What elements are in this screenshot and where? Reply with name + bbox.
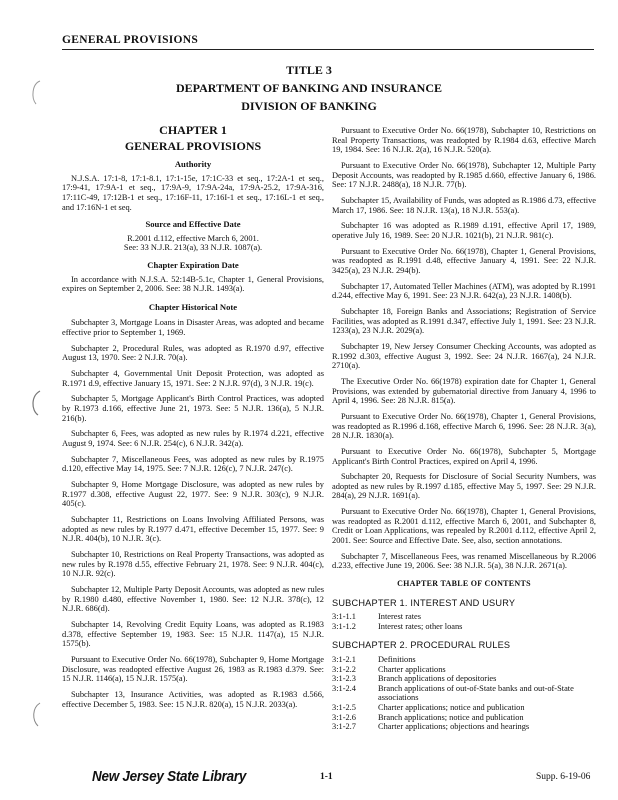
history-note: Pursuant to Executive Order No. 66(1978), Subchapter 12, Multiple Party Deposit Accounts, was readopted by R.1985 d.660, effective January 6, 1986. See: 17 N.J.R. 2488(a), 18 N.J.R. 77(b).	[332, 160, 596, 190]
header-rule	[62, 49, 594, 50]
page-number: 1-1	[320, 772, 333, 782]
binder-hole-mark	[26, 700, 50, 730]
right-column	[332, 126, 596, 732]
history-note: Subchapter 16 was adopted as R.1989 d.191, effective April 17, 1989, operative July 16, 1989. See: 20 N.J.R. 1021(b), 21 N.J.R. 981(c).	[332, 221, 596, 240]
toc-section-title: Definitions	[378, 654, 416, 664]
toc-section-title: Branch applications of out-of-State banks and out-of-State associations	[378, 683, 574, 703]
toc-section-title: Charter applications; notice and publication	[378, 702, 525, 712]
history-note: Pursuant to Executive Order No. 66(1978), Chapter 1, General Provisions, was readopted as R.2001 d.112, effective March 6, 2001, and Subchapter 8, Credit or Loan Applications, was repealed by R.2001 d.112, effective April 2, 2001. See: Source and Effective Date. See, also, section annotations.	[332, 507, 596, 546]
toc-row	[332, 722, 596, 732]
toc-section-number: 3:1-2.7	[332, 722, 356, 732]
history-note: Subchapter 6, Fees, was adopted as new rules by R.1974 d.221, effective August 9, 1974. See: 6 N.J.R. 254(c), 6 N.J.R. 342(a).	[62, 429, 324, 448]
history-note: Subchapter 3, Mortgage Loans in Disaster Areas, was adopted and became effective prior to September 1, 1969.	[62, 318, 324, 337]
chapter-title: GENERAL PROVISIONS	[124, 138, 262, 153]
toc-section-title: Interest rates	[378, 612, 422, 622]
table-of-contents	[332, 599, 596, 732]
history-note: The Executive Order No. 66(1978) expiration date for Chapter 1, General Provisions, was extended by gubernatorial directive from January 4, 1996 to April 4, 1996. See: 28 N.J.R. 815(a).	[332, 376, 596, 406]
history-note: Subchapter 12, Multiple Party Deposit Accounts, was adopted as new rules by R.1980 d.480, effective November 1, 1980. See: 12 N.J.R. 378(c), 12 N.J.R. 686(d).	[62, 585, 324, 614]
toc-section-number: 3:1-2.5	[332, 702, 356, 712]
history-note: Subchapter 2, Procedural Rules, was adopted as R.1970 d.97, effective August 13, 1970. See: 2 N.J.R. 70(a).	[62, 343, 324, 363]
history-note: Subchapter 7, Miscellaneous Fees, was adopted as new rules by R.1975 d.120, effective May 14, 1975. See: 7 N.J.R. 126(c), 7 N.J.R. 247(c).	[62, 454, 324, 474]
toc-subchapter-heading: SUBCHAPTER 2. PROCEDURAL RULES	[332, 640, 511, 651]
left-column	[62, 123, 324, 715]
history-note: Subchapter 17, Automated Teller Machines (ATM), was adopted by R.1991 d.244, effective May 6, 1991. See: 23 N.J.R. 642(a), 23 N.J.R. 1408(b).	[332, 281, 596, 301]
authority-text: N.J.S.A. 17:1-8, 17:1-8.1, 17:1-15e, 17:1C-33 et seq., 17:2A-1 et seq., 17:9-41, 17:9A-1 et seq., 17:9A-9, 17:9A-24a, 17:9A-25.2, 17:9A-316, 17:11C-49, 17:12B-1 et seq., 17:16F-11, 17:16I-1 et seq., 17:16L-1 et seq., and 17:16N-1 et seq.	[62, 173, 324, 212]
toc-row	[332, 665, 596, 675]
history-note: Pursuant to Executive Order No. 66(1978), Subchapter 5, Mortgage Applicant's Birth Control Practices, expired on April 4, 1996.	[332, 446, 596, 466]
history-note: Subchapter 7, Miscellaneous Fees, was renamed Miscellaneous by R.2006 d.233, effective June 19, 2006. See: 38 N.J.R. 5(a), 38 N.J.R. 2671(a).	[332, 551, 596, 571]
history-note: Subchapter 18, Foreign Banks and Associations; Registration of Service Facilities, was adopted as R.1991 d.347, effective July 1, 1991. See: 23 N.J.R. 1233(a), 23 N.J.R. 2029(a).	[332, 307, 596, 336]
history-note: Pursuant to Executive Order No. 66(1978), Chapter 1, General Provisions, was readopted as R.1996 d.168, effective March 6, 1996. See: 28 N.J.R. 3(a), 28 N.J.R. 1830(a).	[332, 411, 596, 441]
toc-section-number: 3:1-2.3	[332, 674, 356, 684]
toc-heading: CHAPTER TABLE OF CONTENTS	[397, 579, 531, 588]
history-note: Pursuant to Executive Order No. 66(1978), Subchapter 10, Restrictions on Real Property Transactions, was readopted by R.1984 d.63, effective March 19, 1984. See: 16 N.J.R. 2(a), 16 N.J.R. 520(a).	[332, 126, 596, 155]
toc-row	[332, 684, 596, 703]
authority-heading: Authority	[174, 159, 212, 170]
source-text: R.2001 d.112, effective March 6, 2001.	[127, 233, 259, 243]
toc-section-number: 3:1-2.1	[332, 654, 356, 664]
expiration-text: In accordance with N.J.S.A. 52:14B-5.1c, Chapter 1, General Provisions, expires on September 2, 2006. See: 38 N.J.R. 1493(a).	[62, 274, 324, 294]
history-note: Subchapter 4, Governmental Unit Deposit Protection, was adopted as R.1971 d.9, effective January 15, 1971. See: 2 N.J.R. 97(d), 3 N.J.R. 19(c).	[62, 369, 324, 388]
toc-section-title: Branch applications; notice and publication	[378, 712, 524, 722]
toc-row	[332, 713, 596, 723]
title-number: TITLE 3	[286, 63, 332, 77]
toc-row	[332, 674, 596, 684]
expiration-heading: Chapter Expiration Date	[147, 259, 239, 270]
history-heading: Chapter Historical Note	[148, 301, 238, 312]
department-heading: DEPARTMENT OF BANKING AND INSURANCE	[175, 81, 443, 95]
toc-section-number: 3:1-2.6	[332, 712, 356, 722]
toc-section-title: Interest rates; other loans	[378, 621, 463, 631]
toc-subchapter-heading: SUBCHAPTER 1. INTEREST AND USURY	[332, 597, 516, 608]
binder-hole-mark	[26, 78, 50, 108]
history-note: Subchapter 13, Insurance Activities, was adopted as R.1983 d.566, effective December 5, 1983. See: 15 N.J.R. 820(a), 15 N.J.R. 2033(a).	[62, 689, 324, 709]
binder-hole-mark	[26, 388, 50, 418]
history-note: Subchapter 9, Home Mortgage Disclosure, was adopted as new rules by R.1977 d.308, effective August 22, 1977. See: 9 N.J.R. 303(c), 9 N.J.R. 405(c).	[62, 480, 324, 509]
history-note: Subchapter 20, Requests for Disclosure of Social Security Numbers, was adopted as new rules by R.1997 d.185, effective May 5, 1997. See: 29 N.J.R. 284(a), 29 N.J.R. 1691(a).	[332, 472, 596, 501]
history-note: Pursuant to Executive Order No. 66(1978), Chapter 1, General Provisions, was readopted as R.1991 d.48, effective January 4, 1991. See: 22 N.J.R. 3425(a), 23 N.J.R. 294(b).	[332, 246, 596, 275]
toc-section-number: 3:1-2.2	[332, 664, 356, 674]
history-note: Subchapter 14, Revolving Credit Equity Loans, was adopted as R.1983 d.378, effective September 19, 1983. See: 15 N.J.R. 1147(a), 15 N.J.R. 1575(b).	[62, 620, 324, 649]
division-heading: DIVISION OF BANKING	[241, 99, 377, 113]
history-note: Subchapter 19, New Jersey Consumer Checking Accounts, was adopted as R.1992 d.303, effective August 3, 1992. See: 24 N.J.R. 1667(a), 24 N.J.R. 2710(a).	[332, 342, 596, 371]
source-heading: Source and Effective Date	[145, 219, 241, 230]
running-head: GENERAL PROVISIONS	[62, 34, 199, 46]
toc-section-number: 3:1-2.4	[332, 683, 356, 693]
source-see: See: 33 N.J.R. 213(a), 33 N.J.R. 1087(a).	[123, 243, 263, 253]
history-note: Subchapter 5, Mortgage Applicant's Birth Control Practices, was adopted by R.1973 d.166, effective June 21, 1973. See: 5 N.J.R. 136(a), 5 N.J.R. 216(b).	[62, 394, 324, 423]
chapter-number: CHAPTER 1	[159, 123, 227, 137]
history-note: Subchapter 10, Restrictions on Real Property Transactions, was adopted as new rules by R.1978 d.55, effective February 21, 1978. See: 9 N.J.R. 404(c), 10 N.J.R. 92(c).	[62, 550, 324, 579]
history-note: Subchapter 11, Restrictions on Loans Involving Affiliated Persons, was adopted as new rules by R.1977 d.471, effective December 15, 1977. See: 9 N.J.R. 404(b), 10 N.J.R. 3(c).	[62, 515, 324, 544]
toc-section-title: Charter applications; objections and hearings	[378, 722, 530, 732]
toc-section-title: Charter applications	[378, 664, 446, 674]
history-notes-continued	[332, 126, 596, 571]
library-stamp: New Jersey State Library	[92, 768, 247, 785]
toc-row	[332, 612, 596, 622]
history-note: Subchapter 15, Availability of Funds, was adopted as R.1986 d.73, effective March 17, 1986. See: 18 N.J.R. 13(a), 18 N.J.R. 553(a).	[332, 195, 596, 215]
toc-row	[332, 622, 596, 632]
history-notes	[62, 318, 324, 709]
toc-section-number: 3:1-1.1	[332, 612, 356, 622]
toc-section-number: 3:1-1.2	[332, 621, 356, 631]
toc-row	[332, 703, 596, 713]
supplement-date: Supp. 6-19-06	[536, 772, 591, 782]
toc-section-title: Branch applications of depositories	[378, 674, 497, 684]
history-note: Pursuant to Executive Order No. 66(1978), Subchapter 9, Home Mortgage Disclosure, was readopted effective August 26, 1983 as R.1983 d.379. See: 15 N.J.R. 1146(a), 15 N.J.R. 1575(a).	[62, 655, 324, 684]
toc-row	[332, 655, 596, 665]
